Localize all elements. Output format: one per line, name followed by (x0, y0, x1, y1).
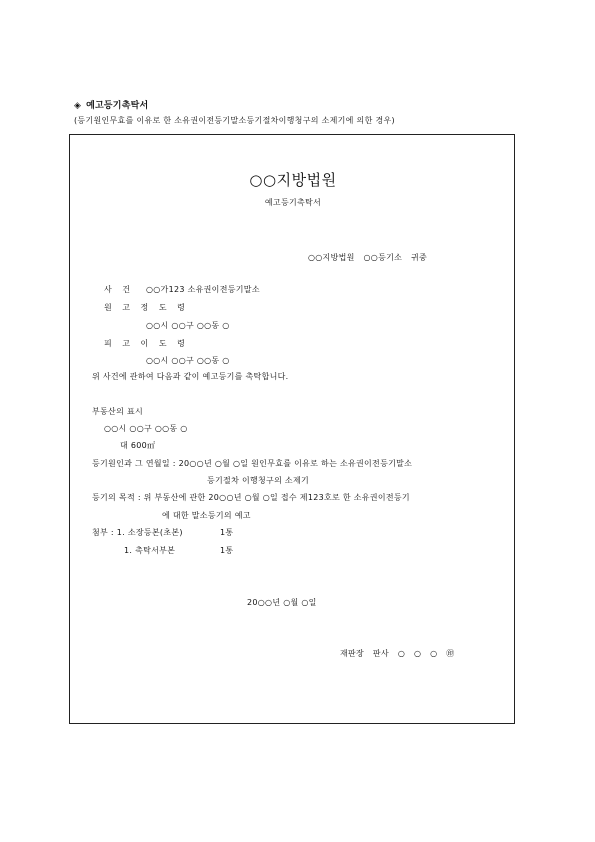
document-frame (69, 134, 515, 724)
defendant-label: 피 고 이 도 령 (104, 339, 189, 348)
document-date: 20○○년 ○월 ○일 (247, 598, 317, 607)
property-address: ○○시 ○○구 ○○동 ○ (104, 424, 188, 433)
court-title: ○○지방법원 (249, 171, 337, 189)
attachment-count-1: 1통 (220, 528, 234, 537)
plaintiff-label: 원 고 정 도 령 (104, 303, 189, 312)
attachment-item-1: 첨부 : 1. 소장등본(초본) (92, 528, 183, 537)
purpose-line-1: 등기의 목적 : 위 부동산에 관한 20○○년 ○월 ○일 접수 제123호로 한 소유권이전등기 (92, 493, 410, 502)
judge-signature: 재판장 판사 ○ ○ ○ ㊞ (340, 649, 455, 658)
attachment-count-2: 1통 (220, 546, 234, 555)
section-heading (74, 98, 148, 111)
plaintiff-address: ○○시 ○○구 ○○동 ○ (146, 321, 230, 330)
case-label: 사 건 (104, 285, 134, 294)
document-title: 예고등기촉탁서 (264, 198, 322, 207)
case-value: ○○가123 소유권이전등기말소 (146, 285, 260, 294)
property-area: 대 600㎡ (120, 441, 156, 450)
addressee: ○○지방법원 ○○등기소 귀중 (308, 253, 428, 262)
cause-line-1: 등기원인과 그 연월일 : 20○○년 ○월 ○일 원인무효를 이유로 하는 소유권이전등기말소 (92, 459, 413, 468)
subheading-note: (등기원인무효를 이유로 한 소유권이전등기말소등기절차이행청구의 소제기에 의한 경우) (74, 116, 395, 125)
request-sentence: 위 사건에 관하여 다음과 같이 예고등기를 촉탁합니다. (92, 372, 289, 381)
diamond-bullet-icon: ◈ (74, 101, 82, 111)
cause-line-2: 등기절차 이행청구의 소제기 (207, 476, 310, 485)
defendant-address: ○○시 ○○구 ○○동 ○ (146, 356, 230, 365)
heading-title: 예고등기촉탁서 (86, 101, 149, 111)
property-heading: 부동산의 표시 (92, 407, 144, 416)
attachment-item-2: 1. 촉탁서부본 (124, 546, 176, 555)
purpose-line-2: 에 대한 말소등기의 예고 (162, 511, 251, 520)
